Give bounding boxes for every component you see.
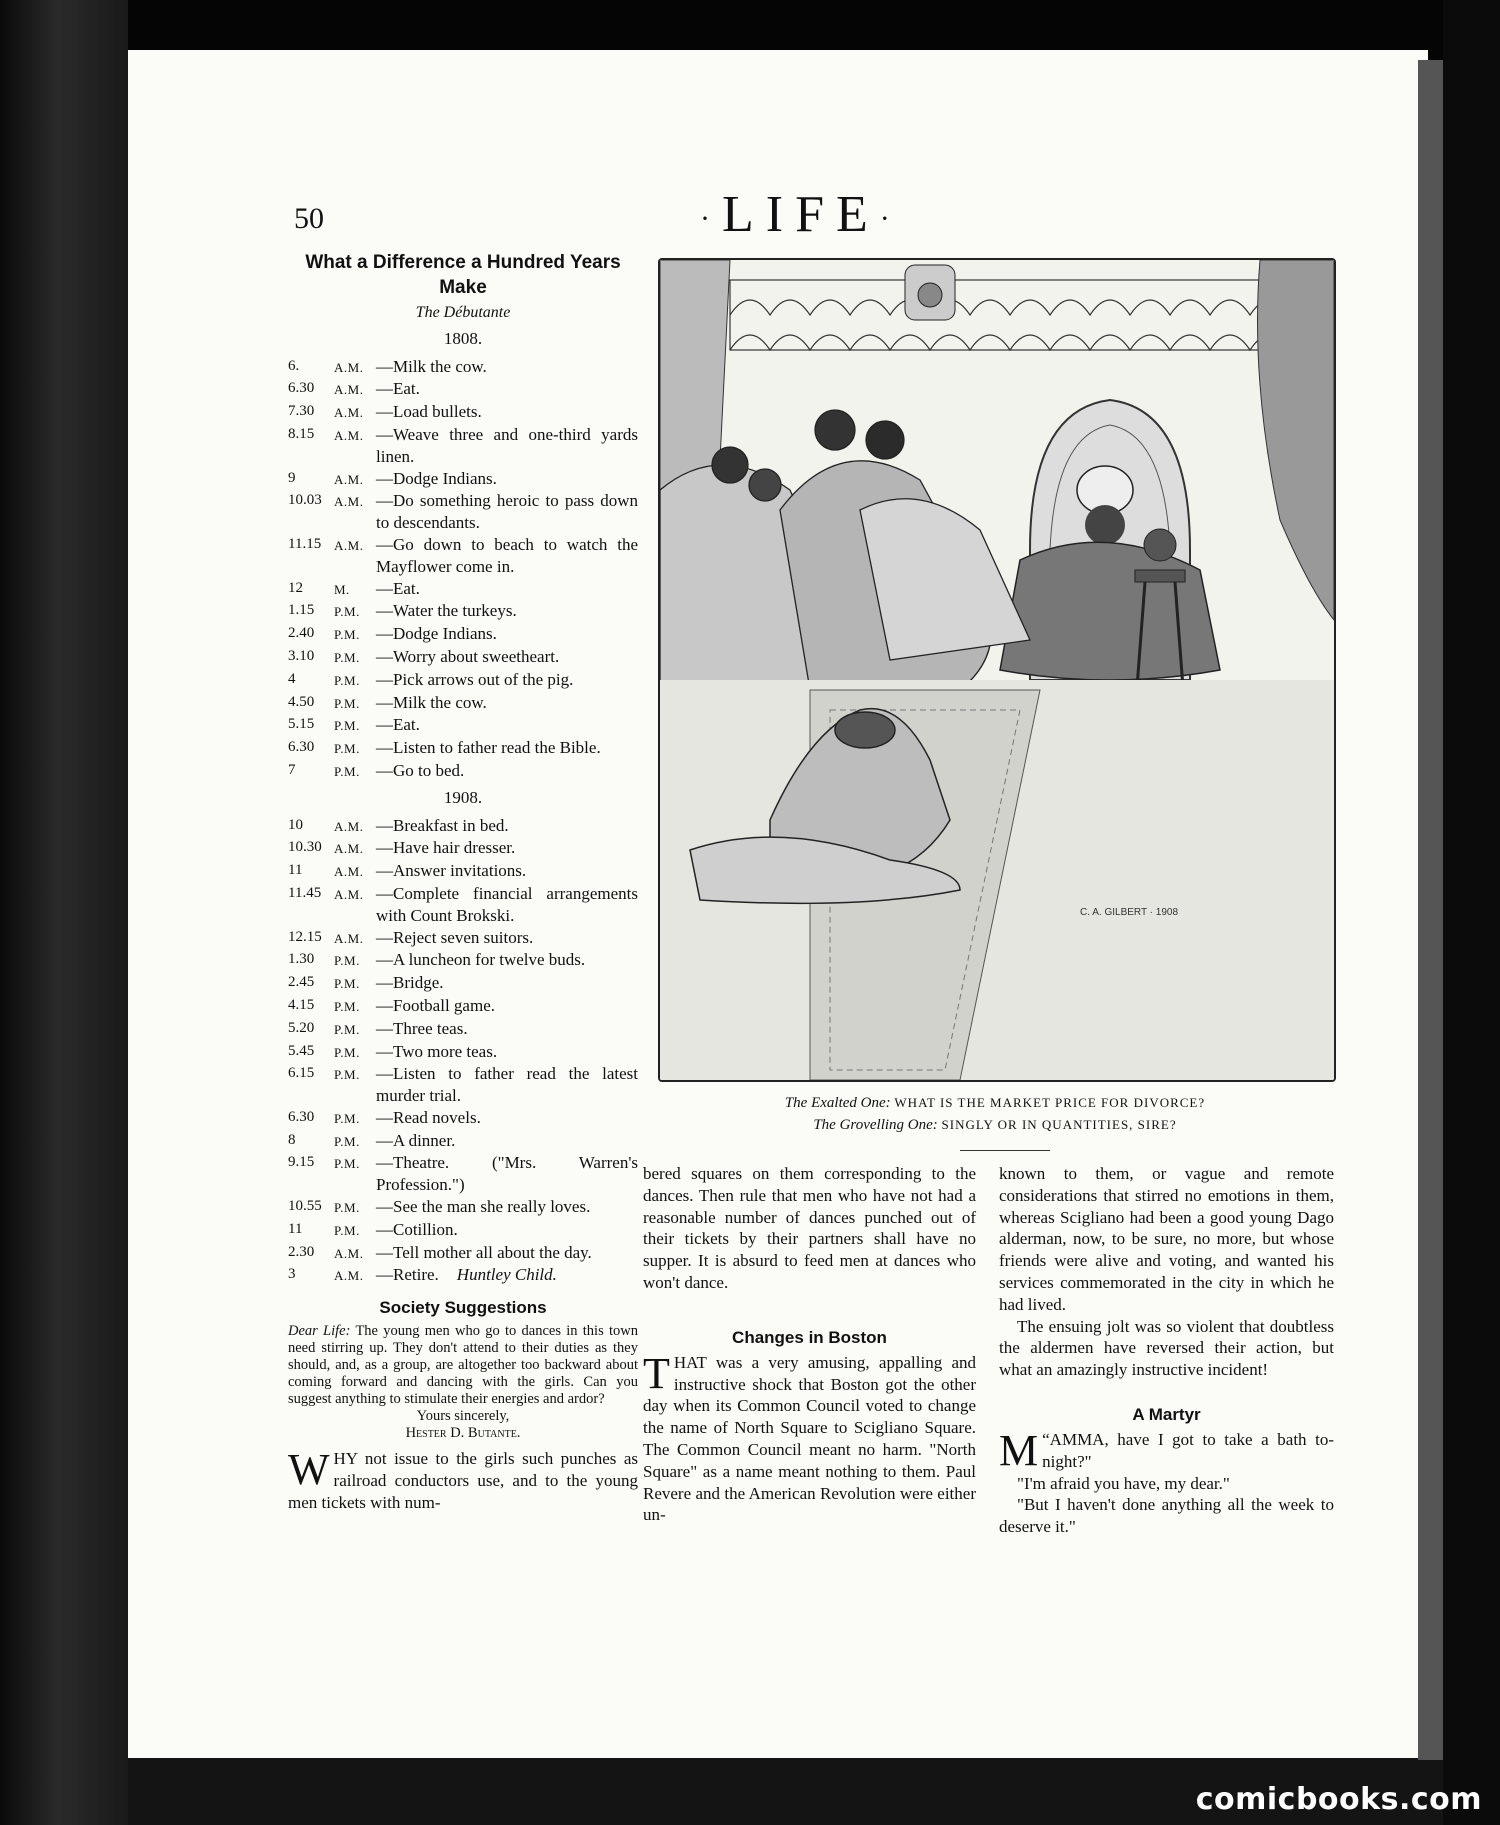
entry-activity: —See the man she really loves. <box>376 1197 591 1217</box>
entry-time: 2.40 <box>288 625 315 642</box>
entry-meridiem: P.M. <box>334 1200 360 1216</box>
entry-meridiem: A.M. <box>334 841 364 857</box>
scan-left-edge <box>0 0 128 1825</box>
schedule-entry <box>288 737 638 760</box>
entry-meridiem: P.M. <box>334 1133 360 1149</box>
schedule-entry <box>288 1242 638 1265</box>
schedule-entry <box>288 578 638 601</box>
schedule-entry <box>288 424 638 468</box>
year-heading: 1908. <box>443 787 483 807</box>
entry-meridiem: P.M. <box>334 1044 360 1060</box>
entry-meridiem: M. <box>334 581 350 597</box>
entry-activity: —Complete financial arrangements with Count Brokski. <box>376 883 638 925</box>
schedule-entry <box>288 669 638 692</box>
schedule-entry <box>288 468 638 491</box>
year-heading: 1808. <box>443 328 483 348</box>
entry-time: 11 <box>288 862 303 879</box>
author-signature: Huntley Child. <box>456 1265 557 1285</box>
entry-activity: —Load bullets. <box>376 402 482 422</box>
entry-activity: —Do something heroic to pass down to descendants. <box>376 491 638 533</box>
martyr-line-3: "But I haven't done anything all the week to deserve it." <box>999 1495 1334 1537</box>
entry-meridiem: A.M. <box>334 1245 364 1261</box>
entry-time: 10 <box>288 816 303 833</box>
letter-closing: Yours sincerely, <box>416 1408 510 1425</box>
caption-line-2 <box>658 1114 1332 1136</box>
entry-time: 6.15 <box>288 1065 315 1082</box>
entry-activity: —Three teas. <box>376 1018 468 1038</box>
schedule-entry <box>288 860 638 883</box>
page-number: 50 <box>294 202 324 235</box>
schedule-entry <box>288 646 638 669</box>
entry-time: 1.30 <box>288 951 315 968</box>
entry-time: 7.30 <box>288 403 315 420</box>
schedule-entry <box>288 356 638 379</box>
entry-time: 3 <box>288 1266 296 1283</box>
entry-meridiem: A.M. <box>334 359 364 375</box>
entry-meridiem: P.M. <box>334 1110 360 1126</box>
entry-activity: —Eat. <box>376 379 420 399</box>
schedule-entry <box>288 490 638 534</box>
entry-time: 9 <box>288 469 296 486</box>
entry-meridiem: P.M. <box>334 1222 360 1238</box>
schedule-1808 <box>288 328 638 783</box>
entry-activity: —A dinner. <box>376 1130 456 1150</box>
entry-meridiem: A.M. <box>334 930 364 946</box>
article-title-a-martyr: A Martyr <box>1132 1404 1201 1424</box>
entry-activity: —Water the turkeys. <box>376 601 517 621</box>
entry-meridiem: A.M. <box>334 382 364 398</box>
entry-time: 1.15 <box>288 602 315 619</box>
reply-text: HY not issue to the girls such punches as railroad conductors use, and to the young men tickets with num- <box>288 1449 638 1512</box>
masthead-title: LIFE <box>722 186 880 243</box>
schedule-entry <box>288 972 638 995</box>
left-column <box>288 250 638 1513</box>
entry-activity: —Go to bed. <box>376 760 465 780</box>
entry-time: 10.30 <box>288 839 322 856</box>
caption-line-1 <box>658 1092 1332 1114</box>
entry-time: 4 <box>288 670 296 687</box>
entry-time: 5.45 <box>288 1042 315 1059</box>
schedule-entry <box>288 401 638 424</box>
entry-time: 8 <box>288 1131 296 1148</box>
entry-time: 11 <box>288 1220 303 1237</box>
letter-salutation: Dear Life: <box>288 1323 351 1340</box>
entry-time: 11.15 <box>288 535 322 552</box>
entry-meridiem: P.M. <box>334 627 360 643</box>
entry-time: 2.45 <box>288 974 315 991</box>
article-title-hundred-years: What a Difference a Hundred Years Make <box>305 252 621 298</box>
entry-activity: —Listen to father read the latest murder trial. <box>376 1064 638 1106</box>
entry-time: 6.30 <box>288 380 315 397</box>
entry-meridiem: A.M. <box>334 405 364 421</box>
entry-activity: —Have hair dresser. <box>376 838 516 858</box>
schedule-entry <box>288 1063 638 1107</box>
entry-time: 12.15 <box>288 928 322 945</box>
schedule-entry <box>288 600 638 623</box>
entry-meridiem: A.M. <box>334 886 364 902</box>
artist-signature: C. A. GILBERT · 1908 <box>1080 907 1179 918</box>
entry-activity: —Go down to beach to watch the Mayflower come in. <box>376 534 638 576</box>
entry-meridiem: A.M. <box>334 537 364 553</box>
entry-time: 3.10 <box>288 647 315 664</box>
schedule-entry <box>288 692 638 715</box>
entry-meridiem: P.M. <box>334 741 360 757</box>
caption-text: SINGLY OR IN QUANTITIES, SIRE? <box>941 1117 1177 1132</box>
reply-continued: bered squares on them corresponding to the dances. Then rule that men who have not had a reasonable number of dances punched out of their tickets by their partners shall have no supper. It is absurd to feed men at dances who won't dance. <box>643 1164 976 1292</box>
schedule-list <box>288 815 638 1288</box>
boston-paragraph <box>643 1348 976 1526</box>
schedule-entry <box>288 1130 638 1153</box>
entry-activity: —Dodge Indians. <box>376 468 497 488</box>
boston-paragraph-2: The ensuing jolt was so violent that doubtless the aldermen have reversed their action, but what an amazingly instructive incident! <box>999 1316 1334 1380</box>
entry-activity: —Milk the cow. <box>376 356 487 376</box>
letter-signer: Hester D. Butante. <box>405 1425 521 1442</box>
entry-meridiem: P.M. <box>334 1021 360 1037</box>
entry-activity: —Eat. <box>376 578 420 598</box>
entry-activity: —Weave three and one-third yards linen. <box>376 424 638 466</box>
schedule-1908 <box>288 787 638 1288</box>
martyr-line-2: "I'm afraid you have, my dear." <box>1017 1473 1230 1493</box>
masthead <box>700 185 1220 244</box>
schedule-entry <box>288 534 638 578</box>
entry-time: 6. <box>288 357 300 374</box>
entry-meridiem: P.M. <box>334 649 360 665</box>
article-title-changes-in-boston: Changes in Boston <box>732 1327 887 1347</box>
entry-activity: —Milk the cow. <box>376 692 487 712</box>
entry-time: 4.50 <box>288 693 315 710</box>
page-gutter-shadow <box>1418 60 1443 1760</box>
caption-speaker: The Exalted One: <box>784 1095 891 1111</box>
masthead-dot-right: · <box>879 202 902 236</box>
engraving-drawing <box>660 260 1334 1080</box>
entry-activity: —Answer invitations. <box>376 861 527 881</box>
entry-time: 6.30 <box>288 739 315 756</box>
entry-activity: —Listen to father read the Bible. <box>376 738 601 758</box>
article-title-society-suggestions: Society Suggestions <box>379 1298 547 1318</box>
entry-time: 2.30 <box>288 1243 315 1260</box>
entry-meridiem: P.M. <box>334 763 360 779</box>
drop-cap: T <box>643 1348 670 1398</box>
entry-meridiem: P.M. <box>334 1156 360 1172</box>
entry-time: 9.15 <box>288 1154 315 1171</box>
entry-meridiem: A.M. <box>334 818 364 834</box>
entry-time: 6.30 <box>288 1108 315 1125</box>
illustration-exalted-one <box>658 258 1336 1082</box>
entry-meridiem: P.M. <box>334 672 360 688</box>
entry-meridiem: A.M. <box>334 427 364 443</box>
article-subtitle-debutante: The Débutante <box>415 304 511 321</box>
martyr-line-1: “ M AMMA, have I got to take a bath to-night?" <box>999 1425 1334 1475</box>
entry-activity: —Football game. <box>376 995 495 1015</box>
caption-text: WHAT IS THE MARKET PRICE FOR DIVORCE? <box>894 1095 1206 1110</box>
schedule-entry <box>288 1219 638 1242</box>
schedule-entry <box>288 1152 638 1196</box>
scan-right-edge <box>1443 0 1500 1825</box>
entry-activity: —Retire. Huntley Child. <box>376 1265 557 1285</box>
entry-time: 7 <box>288 761 296 778</box>
entry-meridiem: P.M. <box>334 695 360 711</box>
entry-meridiem: A.M. <box>334 494 364 510</box>
entry-meridiem: P.M. <box>334 976 360 992</box>
entry-activity: —Breakfast in bed. <box>376 815 509 835</box>
schedule-entry <box>288 1196 638 1219</box>
entry-time: 12 <box>288 579 303 596</box>
entry-meridiem: A.M. <box>334 1268 364 1284</box>
entry-time: 10.03 <box>288 492 322 509</box>
illustration-caption <box>658 1092 1332 1136</box>
masthead-dot-left: · <box>700 202 722 236</box>
entry-activity: —Theatre. ("Mrs. Warren's Profession.") <box>376 1153 638 1195</box>
schedule-entry <box>288 714 638 737</box>
drop-cap: W <box>288 1445 330 1495</box>
schedule-entry <box>288 995 638 1018</box>
caption-speaker: The Grovelling One: <box>813 1117 938 1133</box>
entry-time: 8.15 <box>288 425 315 442</box>
schedule-entry <box>288 837 638 860</box>
entry-time: 10.55 <box>288 1198 322 1215</box>
entry-meridiem: P.M. <box>334 718 360 734</box>
schedule-entry <box>288 378 638 401</box>
entry-meridiem: P.M. <box>334 998 360 1014</box>
schedule-entry <box>288 949 638 972</box>
entry-time: 4.15 <box>288 996 315 1013</box>
entry-meridiem: P.M. <box>334 1067 360 1083</box>
middle-column <box>643 1163 976 1526</box>
entry-time: 5.15 <box>288 716 315 733</box>
watermark: comicbooks.com <box>1195 1782 1482 1817</box>
entry-activity: —Read novels. <box>376 1107 481 1127</box>
schedule-entry <box>288 1107 638 1130</box>
entry-meridiem: P.M. <box>334 604 360 620</box>
entry-time: 5.20 <box>288 1019 315 1036</box>
entry-meridiem: P.M. <box>334 953 360 969</box>
entry-time: 11.45 <box>288 884 322 901</box>
letter-text: The young men who go to dances in this town need stirring up. They don't attend to their duties as they should, and, as a group, are altogether too backward about coming forward and dancing with the girls. Can you suggest anything to stimulate their energies and ardor? <box>288 1323 638 1408</box>
entry-activity: —Eat. <box>376 715 420 735</box>
entry-activity: —Dodge Indians. <box>376 624 497 644</box>
entry-activity: —Tell mother all about the day. <box>376 1242 592 1262</box>
martyr-text: AMMA, have I got to take a bath to-night?" <box>1042 1429 1334 1471</box>
letter-body <box>288 1323 638 1408</box>
right-column <box>999 1163 1334 1538</box>
entry-activity: —Bridge. <box>376 973 444 993</box>
boston-continued: known to them, or vague and remote considerations that stirred no emotions in them, whereas Scigliano had been a good young Dago alderman, now, to be sure, no more, but whose friends were alive and voting, and wanted his services commemorated in the city in which he had lived. <box>999 1164 1334 1314</box>
entry-meridiem: A.M. <box>334 864 364 880</box>
entry-activity: —Pick arrows out of the pig. <box>376 669 574 689</box>
entry-activity: —Two more teas. <box>376 1041 498 1061</box>
entry-activity: —Reject seven suitors. <box>376 927 534 947</box>
schedule-entry <box>288 1018 638 1041</box>
entry-activity: —Cotillion. <box>376 1219 458 1239</box>
schedule-entry <box>288 1041 638 1064</box>
schedule-entry <box>288 815 638 838</box>
boston-text: HAT was a very amusing, appalling and instructive shock that Boston got the other day when its Common Council voted to change the name of North Square to Scigliano Square. The Common Council meant no harm. "North Square" as a name meant nothing to them. Paul Revere and the American Revolution were either un- <box>643 1352 976 1525</box>
schedule-list <box>288 356 638 783</box>
entry-activity: —Worry about sweetheart. <box>376 646 560 666</box>
schedule-entry <box>288 883 638 927</box>
reply-paragraph <box>288 1445 638 1513</box>
drop-cap: M <box>999 1425 1039 1475</box>
entry-activity: —A luncheon for twelve buds. <box>376 950 586 970</box>
entry-meridiem: A.M. <box>334 471 364 487</box>
caption-rule <box>960 1150 1050 1151</box>
schedule-entry <box>288 760 638 783</box>
schedule-entry <box>288 623 638 646</box>
schedule-entry <box>288 927 638 950</box>
schedule-entry <box>288 1264 638 1287</box>
